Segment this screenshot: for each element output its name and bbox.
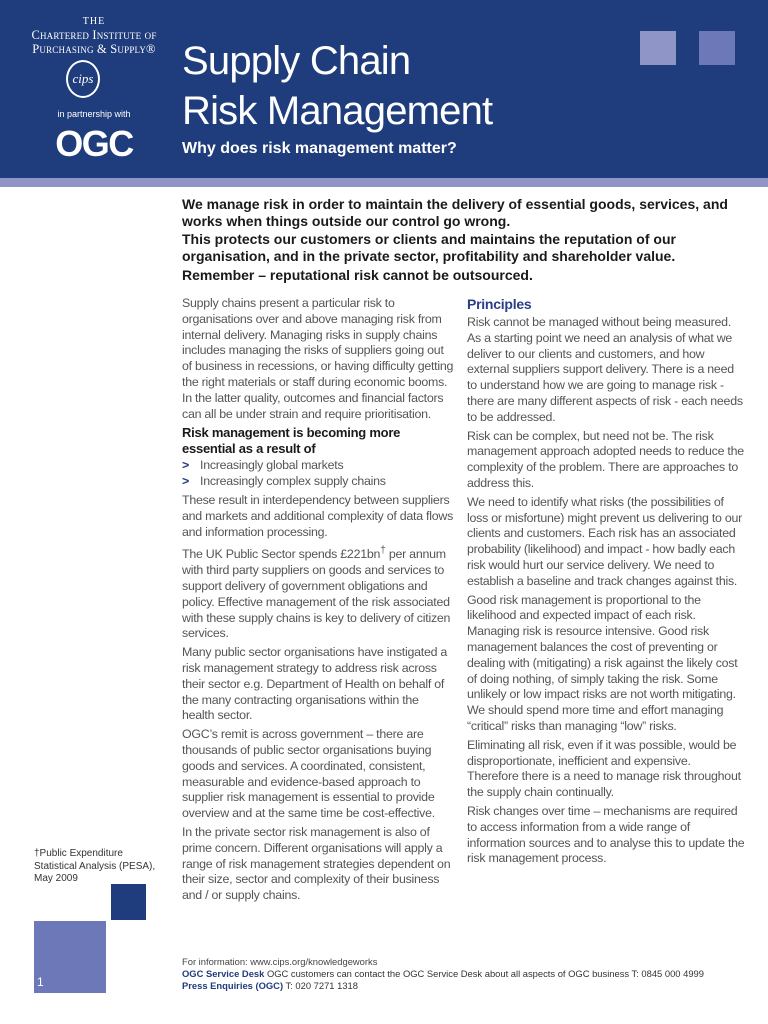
press-label: Press Enquiries (OGC)	[182, 980, 284, 991]
decor-square-dark	[111, 884, 146, 920]
left-column	[182, 296, 454, 907]
right-paragraph-5: Eliminating all risk, even if it was possible, would be disproportionate, inefficient and expensive. Therefore there is a need to manage risk throughout the supply chain continually.	[467, 737, 741, 800]
page-number: 1	[37, 975, 44, 989]
footer-service-desk	[182, 968, 762, 980]
decor-square-mid	[699, 31, 735, 65]
bullet-list	[182, 458, 454, 490]
cips-name-line2: Purchasing & Supply®	[32, 42, 156, 56]
lead-statement	[182, 196, 742, 284]
page-title	[182, 36, 492, 136]
footer	[182, 956, 762, 992]
right-paragraph-2: Risk can be complex, but need not be. The risk management approach adopted needs to reduce the complexity of the problem. There are approaches to address this.	[467, 428, 744, 490]
spend-text-cont: per annum with third party suppliers on goods and services to support delivery of government obligations and policy. Effective management of the risk associated with these supply chains is key to delivery of citizen services.	[182, 547, 451, 641]
cips-logo	[14, 16, 174, 56]
right-paragraph-4: Good risk management is proportional to the likelihood and expected impact of each risk. Managing risk is resource intensive. Good risk management balances the cost of preventing or dealing with (mitigating) a risk against the likely cost of doing nothing, of simply taking the risk. Some unlikely or low impact risks are not worth mitigating. We should spend more time and effort managing “critical” risks than managing “low” risks.	[467, 592, 738, 733]
page-subtitle: Why does risk management matter?	[182, 140, 457, 157]
press-text: T: 020 7271 1318	[283, 980, 358, 991]
right-column	[467, 296, 745, 870]
left-paragraph-6: In the private sector risk management is also of prime concern. Different organisations will apply a range of risk management strategies dependent on their size, sector and complexity of their business and / or supply chains.	[182, 825, 451, 903]
bullet-text: Increasingly global markets	[200, 458, 344, 473]
service-desk-label: OGC Service Desk	[182, 968, 265, 979]
footer-info-link[interactable]: For information: www.cips.org/knowledgeworks	[182, 956, 378, 967]
header-stripe	[0, 178, 768, 187]
title-line-2: Risk Management	[182, 89, 493, 133]
left-paragraph-2: These result in interdependency between suppliers and markets and additional complexity of data flows and information processing.	[182, 492, 454, 539]
spend-text: The UK Public Sector spends £221bn	[182, 547, 381, 562]
ogc-logo: OGC	[55, 123, 133, 164]
left-paragraph-5: OGC’s remit is across government – there are thousands of public sector organisations buying goods and services. A coordinated, consistent, measurable and evidence-based approach to supplier risk management is essential to provide overview and at the same time be cost-effective.	[182, 727, 435, 821]
lead-paragraph-2: This protects our customers or clients and maintains the reputation of our organisation, and in the private sector, profitability and shareholder value.	[182, 230, 676, 265]
bullet-text: Increasingly complex supply chains	[200, 474, 386, 489]
decor-square-page	[34, 921, 106, 993]
cips-the: THE	[82, 16, 106, 27]
right-paragraph-3: We need to identify what risks (the possibilities of loss or misfortune) might prevent us delivering to our clients and customers. Each risk has an associated probability (likelihood) and impact - how badly each risk would hurt our service delivery. We need to establish a baseline and track changes against this.	[467, 494, 743, 588]
footnote-marker: †	[380, 545, 386, 557]
bullet-arrow-icon: >	[182, 458, 189, 473]
partnership-text: in partnership with	[57, 109, 131, 119]
list-item	[182, 474, 454, 490]
cips-seal-icon: cips	[66, 60, 100, 98]
right-paragraph-6: Risk changes over time – mechanisms are required to access information from a wide range of information sources and to analyse this to update the risk management process.	[467, 803, 745, 866]
footer-press	[182, 980, 762, 992]
bullet-arrow-icon: >	[182, 474, 189, 489]
left-heading: Risk management is becoming more essential as a result of	[182, 425, 401, 457]
cips-name-line1: Chartered Institute of	[31, 28, 157, 42]
left-paragraph-1: Supply chains present a particular risk to organisations over and above managing risk from internal delivery. Managing risks in supply chains includes managing the risks of suppliers going out of business in recessions, or having difficulty getting the right materials or staff during economic booms. In the latter quality, outcomes and financial factors can all be under strain and require prioritisation.	[182, 296, 454, 421]
lead-paragraph-3: Remember – reputational risk cannot be outsourced.	[182, 266, 533, 283]
lead-paragraph-1: We manage risk in order to maintain the delivery of essential goods, services, and works when things outside our control go wrong.	[182, 196, 728, 230]
right-paragraph-1: Risk cannot be managed without being measured. As a starting point we need an analysis of what we deliver to our clients and customers, and how external suppliers support delivery. There is a need to understand how we are going to manage risk - there are many different aspects of risk - each needs to be addressed.	[467, 315, 743, 424]
principles-heading: Principles	[467, 296, 532, 312]
list-item	[182, 458, 454, 474]
decor-square-light	[640, 31, 676, 65]
service-desk-text: OGC customers can contact the OGC Service Desk about all aspects of OGC business T: 0845 000 4999	[264, 968, 704, 979]
title-line-1: Supply Chain	[182, 39, 411, 83]
left-paragraph-4: Many public sector organisations have instigated a risk management strategy to address risk across their sector e.g. Department of Health on behalf of the many contracting organisations within the health sector.	[182, 645, 448, 723]
footnote: †Public Expenditure Statistical Analysis (PESA), May 2009	[34, 848, 156, 884]
left-paragraph-3	[182, 543, 454, 642]
